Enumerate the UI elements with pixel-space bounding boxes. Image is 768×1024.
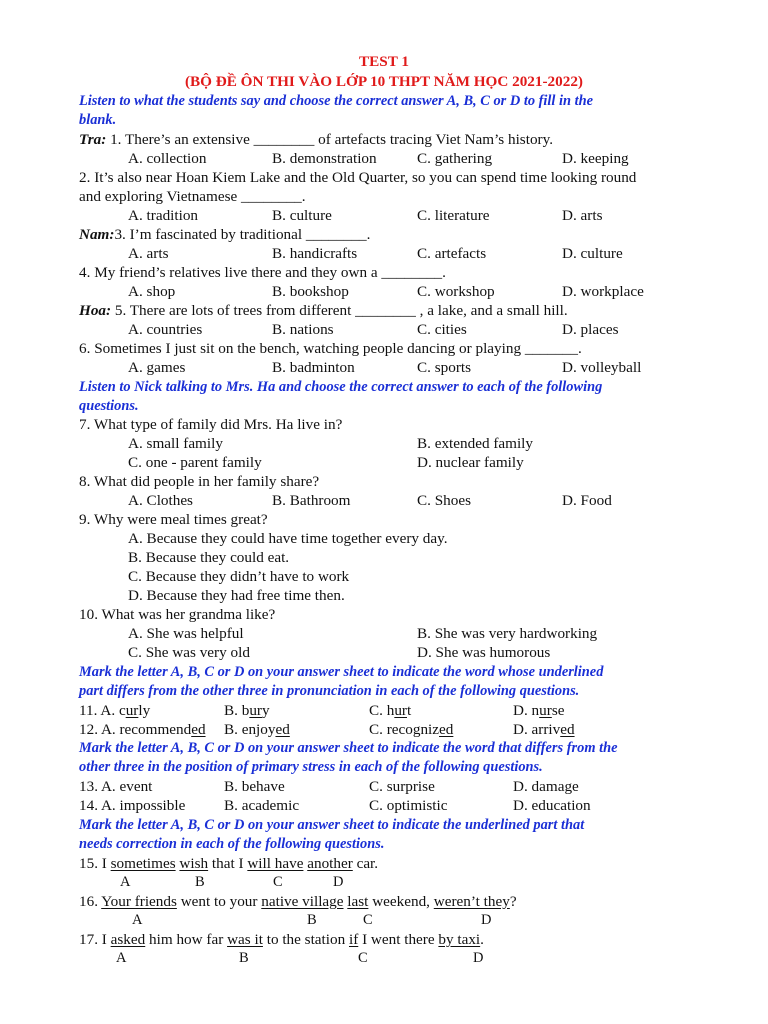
q2-option-a[interactable]: A. tradition — [128, 207, 199, 224]
q3-option-c[interactable]: C. artefacts — [417, 245, 487, 262]
q13-option-a[interactable]: 13. A. event — [79, 778, 153, 795]
q17-letter-c: C — [358, 950, 368, 966]
q17-letter-d: D — [473, 950, 484, 966]
q3-option-b[interactable]: B. handicrafts — [272, 245, 358, 262]
q7-option-b[interactable]: B. extended family — [417, 435, 533, 452]
question-4: 4. My friend’s relatives live there and they own a ________. — [79, 264, 446, 281]
q6-option-d[interactable]: D. volleyball — [562, 359, 642, 376]
section1-instruction-line2: blank. — [79, 112, 117, 128]
q10-option-d[interactable]: D. She was humorous — [417, 644, 551, 661]
section5-instruction-line1: Mark the letter A, B, C or D on your answer sheet to indicate the underlined part that — [79, 817, 585, 833]
q4-option-a[interactable]: A. shop — [128, 283, 176, 300]
question-9: 9. Why were meal times great? — [79, 511, 268, 528]
q5-option-c[interactable]: C. cities — [417, 321, 467, 338]
question-text: 5. There are lots of trees from different ________ , a lake, and a small hill. — [111, 302, 568, 319]
q15-part-a[interactable]: sometimes — [110, 855, 176, 872]
question-2-line2: and exploring Vietnamese ________. — [79, 188, 306, 205]
section2-instruction-line1: Listen to Nick talking to Mrs. Ha and choose the correct answer to each of the following — [79, 379, 603, 395]
q7-option-d[interactable]: D. nuclear family — [417, 454, 524, 471]
q1-option-c[interactable]: C. gathering — [417, 150, 493, 167]
section2-instruction-line2: questions. — [79, 398, 139, 414]
q13-option-b[interactable]: B. behave — [224, 778, 285, 795]
q6-option-b[interactable]: B. badminton — [272, 359, 355, 376]
q8-option-b[interactable]: B. Bathroom — [272, 492, 351, 509]
question-17: 17. I asked him how far was it to the station if I went there by taxi. — [79, 931, 484, 948]
q14-option-b[interactable]: B. academic — [224, 797, 300, 814]
section4-instruction-line1: Mark the letter A, B, C or D on your answer sheet to indicate the word that differs from the — [79, 740, 618, 756]
q8-option-a[interactable]: A. Clothes — [128, 492, 193, 509]
q15-letter-a: A — [120, 874, 131, 890]
question-5 — [79, 301, 568, 320]
speaker-label: Tra: — [79, 131, 107, 148]
q10-option-b[interactable]: B. She was very hardworking — [417, 625, 598, 642]
q6-option-a[interactable]: A. games — [128, 359, 186, 376]
q17-part-b[interactable]: was it — [227, 931, 263, 948]
q16-letter-c: C — [363, 912, 373, 928]
q15-letter-c: C — [273, 874, 283, 890]
section3-instruction-line1: Mark the letter A, B, C or D on your answer sheet to indicate the word whose underlined — [79, 664, 604, 680]
q12-option-b[interactable]: B. enjoyed — [224, 721, 290, 738]
question-text: 1. There’s an extensive ________ of artefacts tracing Viet Nam’s history. — [106, 131, 553, 148]
q11-option-d[interactable]: D. nurse — [513, 702, 565, 719]
q15-part-b[interactable]: wish — [179, 855, 209, 872]
q15-letter-b: B — [195, 874, 205, 890]
question-8: 8. What did people in her family share? — [79, 473, 320, 490]
q13-option-d[interactable]: D. damage — [513, 778, 579, 795]
section3-instruction-line2: part differs from the other three in pronunciation in each of the following questions. — [79, 683, 580, 699]
q4-option-c[interactable]: C. workshop — [417, 283, 495, 300]
q12-option-d[interactable]: D. arrived — [513, 721, 575, 738]
question-7: 7. What type of family did Mrs. Ha live in? — [79, 416, 343, 433]
q17-part-c[interactable]: if — [348, 931, 359, 948]
q15-part-d[interactable]: another — [307, 855, 353, 872]
q9-option-b[interactable]: B. Because they could eat. — [128, 549, 290, 566]
question-16: 16. Your friends went to your native village last weekend, weren’t they? — [79, 893, 517, 910]
q15-part-c[interactable]: will have — [247, 855, 304, 872]
q1-option-d[interactable]: D. keeping — [562, 150, 629, 167]
question-10: 10. What was her grandma like? — [79, 606, 276, 623]
q2-option-b[interactable]: B. culture — [272, 207, 332, 224]
q2-option-c[interactable]: C. literature — [417, 207, 490, 224]
question-6: 6. Sometimes I just sit on the bench, watching people dancing or playing _______. — [79, 340, 582, 357]
test-subtitle: (BỘ ĐỀ ÔN THI VÀO LỚP 10 THPT NĂM HỌC 2021-2022) — [184, 73, 583, 90]
q14-option-a[interactable]: 14. A. impossible — [79, 797, 186, 814]
question-text: 3. I’m fascinated by traditional ________. — [114, 226, 371, 243]
q17-part-a[interactable]: asked — [110, 931, 146, 948]
q5-option-b[interactable]: B. nations — [272, 321, 334, 338]
q7-option-a[interactable]: A. small family — [128, 435, 223, 452]
q17-letter-b: B — [239, 950, 249, 966]
test-title: TEST 1 — [359, 53, 409, 70]
section1-instruction-line1: Listen to what the students say and choose the correct answer A, B, C or D to fill in the — [79, 93, 593, 109]
q5-option-a[interactable]: A. countries — [128, 321, 203, 338]
q16-part-a[interactable]: Your friends — [101, 893, 177, 910]
q9-option-d[interactable]: D. Because they had free time then. — [128, 587, 345, 604]
question-1 — [79, 130, 553, 149]
q11-option-c[interactable]: C. hurt — [369, 702, 412, 719]
q3-option-a[interactable]: A. arts — [128, 245, 169, 262]
q11-option-a[interactable]: 11. A. curly — [79, 702, 151, 719]
q17-letter-a: A — [116, 950, 127, 966]
q12-option-a[interactable]: 12. A. recommended — [79, 721, 206, 738]
q16-letter-d: D — [481, 912, 492, 928]
q4-option-b[interactable]: B. bookshop — [272, 283, 349, 300]
q10-option-c[interactable]: C. She was very old — [128, 644, 250, 661]
q7-option-c[interactable]: C. one - parent family — [128, 454, 262, 471]
q14-option-c[interactable]: C. optimistic — [369, 797, 448, 814]
question-3 — [79, 225, 370, 244]
q14-option-d[interactable]: D. education — [513, 797, 591, 814]
q2-option-d[interactable]: D. arts — [562, 207, 603, 224]
q8-option-d[interactable]: D. Food — [562, 492, 612, 509]
q16-letter-b: B — [307, 912, 317, 928]
q9-option-c[interactable]: C. Because they didn’t have to work — [128, 568, 350, 585]
q3-option-d[interactable]: D. culture — [562, 245, 623, 262]
q17-part-d[interactable]: by taxi — [438, 931, 481, 948]
q15-letter-d: D — [333, 874, 344, 890]
q12-option-c[interactable]: C. recognized — [369, 721, 454, 738]
question-2-line1: 2. It’s also near Hoan Kiem Lake and the Old Quarter, so you can spend time looking round — [79, 169, 637, 186]
q1-option-b[interactable]: B. demonstration — [272, 150, 377, 167]
q1-option-a[interactable]: A. collection — [128, 150, 207, 167]
question-15: 15. I sometimes wish that I will have another car. — [79, 855, 379, 872]
section4-instruction-line2: other three in the position of primary stress in each of the following questions. — [79, 759, 543, 775]
q16-part-c[interactable]: last — [347, 893, 369, 910]
q16-part-d[interactable]: weren’t they — [433, 893, 510, 910]
q16-part-b[interactable]: native village — [261, 893, 344, 910]
q16-letter-a: A — [132, 912, 143, 928]
q13-option-c[interactable]: C. surprise — [369, 778, 435, 795]
section5-instruction-line2: needs correction in each of the following questions. — [79, 836, 385, 852]
q9-option-a[interactable]: A. Because they could have time together every day. — [128, 530, 448, 547]
q6-option-c[interactable]: C. sports — [417, 359, 472, 376]
q8-option-c[interactable]: C. Shoes — [417, 492, 472, 509]
q10-option-a[interactable]: A. She was helpful — [128, 625, 244, 642]
speaker-label: Nam: — [79, 226, 115, 243]
q11-option-b[interactable]: B. bury — [224, 702, 270, 719]
q4-option-d[interactable]: D. workplace — [562, 283, 644, 300]
speaker-label: Hoa: — [79, 302, 112, 319]
q5-option-d[interactable]: D. places — [562, 321, 619, 338]
